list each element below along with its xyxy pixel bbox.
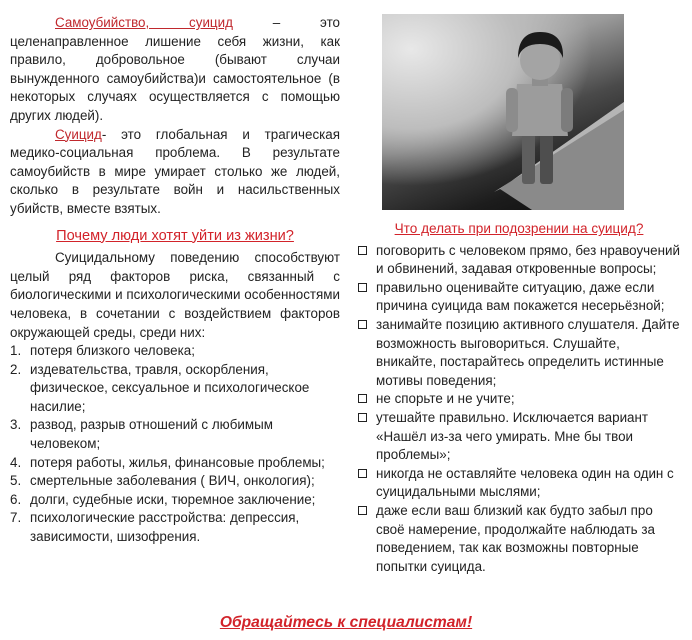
checkbox-icon [358,469,367,478]
list-item: не спорьте и не учите; [356,390,682,409]
checkbox-icon [358,283,367,292]
why-intro: Суицидальному поведению способствуют целый ряд факторов риска, связанный с биологическими и психологическими особенностями человека, в сочетании с воздействием факторов окружающей среды, среди них: [10,250,340,340]
checkbox-icon [358,394,367,403]
tips-list [356,242,682,577]
list-item: 5. смертельные заболевания ( ВИЧ, онкология); [10,473,315,489]
problem-paragraph [10,126,340,219]
right-column [356,14,682,576]
reasons-list [10,342,340,547]
list-item: 6. долги, судебные иски, тюремное заключение; [10,491,316,507]
definition-text: – это целенаправленное лишение себя жизни, как правило, добровольное (бывают случаи вынужденного самоубийства)и самостоятельное (в некоторых случаях осуществляется с помощью других людей). [10,15,340,123]
checkbox-icon [358,506,367,515]
list-item: утешайте правильно. Исключается вариант «Нашёл из-за чего умирать. Мне бы твои проблемы»; [356,409,682,465]
list-item: правильно оценивайте ситуацию, даже если причина суицида вам покажется несерьёзной; [356,279,682,316]
list-item: 7. психологические расстройства: депрессия, зависимости, шизофрения. [10,510,300,545]
list-item: поговорить с человеком прямо, без нравоучений и обвинений, задавая откровенные вопросы; [356,242,682,279]
footer-call-to-action: Обращайтесь к специалистам! [219,614,473,631]
checkbox-icon [358,320,367,329]
list-item: 3. развод, разрыв отношений с любимым человеком; [10,417,273,452]
checkbox-icon [358,246,367,255]
definition-paragraph [10,14,340,126]
what-to-do-heading: Что делать при подозрении на суицид? [394,221,644,236]
list-item: даже если ваш близкий как будто забыл про своё намерение, продолжайте наблюдать за поведением, так как возможны повторные попытки суицида. [356,502,682,576]
list-item: 1. потеря близкого человека; [10,343,195,359]
list-item: 4. потеря работы, жилья, финансовые проблемы; [10,454,325,470]
term-suicide-short: Суицид [55,126,102,142]
toy-figure-photo [382,14,624,210]
list-item: занимайте позицию активного слушателя. Дайте возможность выговориться. Слушайте, вникайте, постарайтесь определить истинные мотивы поведения; [356,316,682,390]
term-suicide: Самоубийство, суицид [55,15,233,30]
toy-figure-illustration [382,14,624,210]
list-item: никогда не оставляйте человека один на один с суицидальными мыслями; [356,465,682,502]
list-item: 2. издевательства, травля, оскорбления, физическое, сексуальное и психологическое насилие; [10,361,310,414]
why-heading: Почему люди хотят уйти из жизни? [56,227,294,244]
left-column [10,14,340,547]
checkbox-icon [358,413,367,422]
problem-text: - это глобальная и трагическая медико-социальная проблема. В результате самоубийств в мире умирает столько же людей, сколько в результате войн и насильственных убийств, вместе взятых. [10,126,340,216]
